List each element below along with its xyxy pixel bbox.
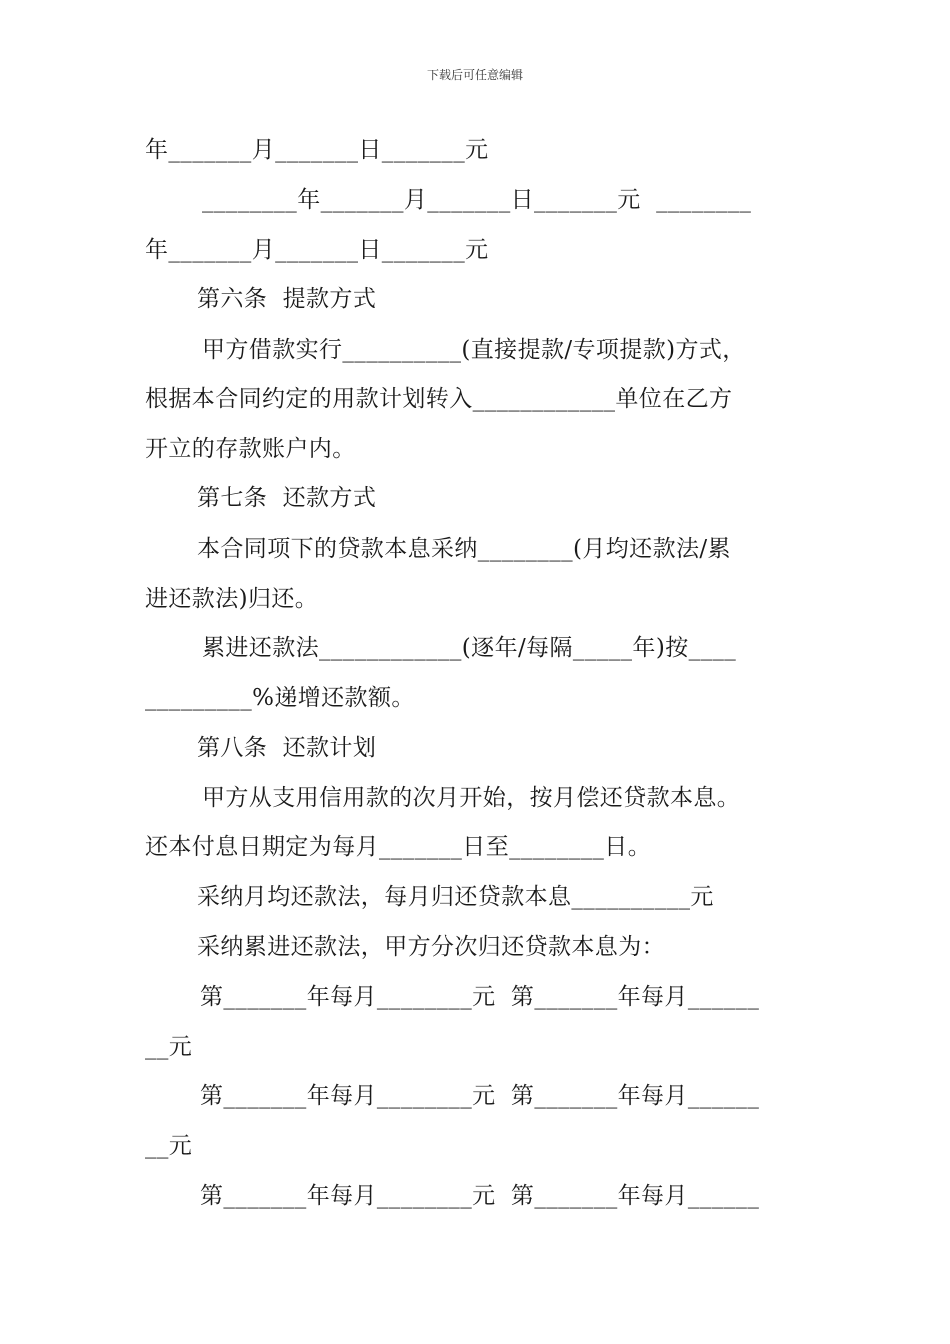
article-8-body-line-2: 还本付息日期定为每月_______日至________日。 — [145, 834, 652, 860]
article-6-body-line-1: 甲方借款实行__________(直接提款/专项提款)方式， — [202, 337, 746, 363]
article-7-body-line-2: 进还款法)归还。 — [145, 586, 319, 612]
schedule-line-1: 第_______年每月________元 第_______年每月______ — [200, 984, 760, 1010]
date-amount-line-1: 年_______月_______日_______元 — [145, 137, 489, 163]
article-7-body-line-4: _________%递增还款额。 — [145, 685, 415, 711]
article-8-heading: 第八条 还款计划 — [197, 735, 377, 761]
schedule-line-2-cont: __元 — [145, 1133, 193, 1159]
article-6-body-line-2: 根据本合同约定的用款计划转入____________单位在乙方 — [145, 386, 733, 412]
article-7-body-line-1: 本合同项下的贷款本息采纳________(月均还款法/累 — [197, 536, 731, 562]
article-6-heading: 第六条 提款方式 — [197, 286, 377, 312]
article-8-body-line-4: 采纳累进还款法，甲方分次归还贷款本息为： — [197, 934, 665, 960]
article-6-body-line-3: 开立的存款账户内。 — [145, 436, 356, 462]
article-7-heading: 第七条 还款方式 — [197, 485, 377, 511]
date-amount-line-3: 年_______月_______日_______元 — [145, 237, 489, 263]
article-7-body-line-3: 累进还款法____________(逐年/每隔_____年)按____ — [202, 635, 737, 661]
schedule-line-2: 第_______年每月________元 第_______年每月______ — [200, 1083, 760, 1109]
schedule-line-1-cont: __元 — [145, 1034, 193, 1060]
schedule-line-3: 第_______年每月________元 第_______年每月______ — [200, 1183, 760, 1209]
article-8-body-line-3: 采纳月均还款法，每月归还贷款本息__________元 — [197, 884, 714, 910]
page-header: 下载后可任意编辑 — [426, 68, 523, 82]
article-8-body-line-1: 甲方从支用信用款的次月开始，按月偿还贷款本息。 — [202, 785, 741, 811]
date-amount-line-2: ________年_______月_______日_______元 ________ — [202, 187, 752, 213]
